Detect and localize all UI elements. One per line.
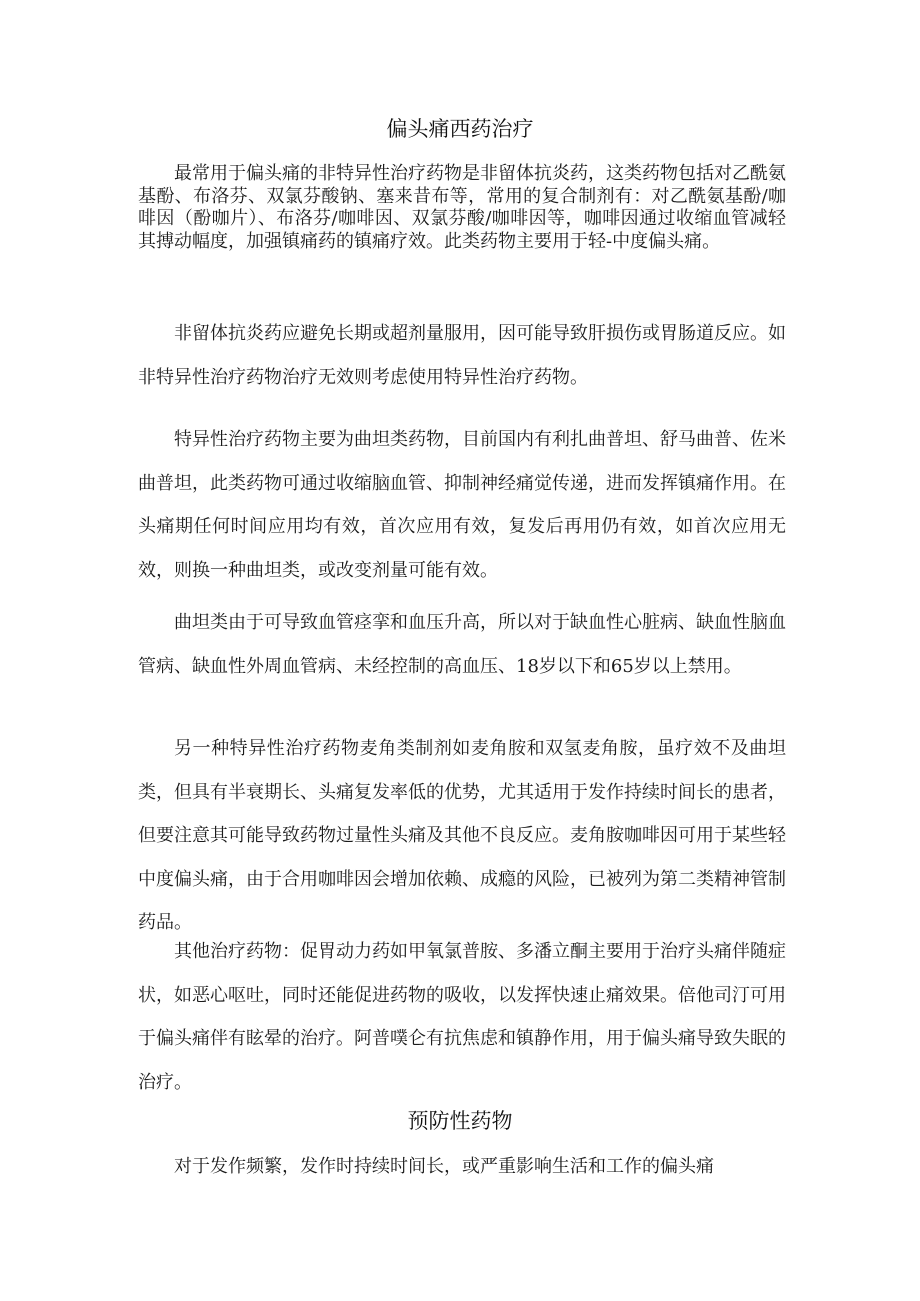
section-heading: 预防性药物 bbox=[407, 1109, 513, 1133]
paragraph-1: 最常用于偏头痛的非特异性治疗药物是非留体抗炎药，这类药物包括对乙酰氨基酚、布洛芬、双氯芬酸钠、塞来昔布等，常用的复合制剂有：对乙酰氨基酚/咖啡因（酚咖片）、布洛芬/咖啡因、双氯芬酸/咖啡因等，咖啡因通过收缩血管减轻其搏动幅度，加强镇痛药的镇痛疗效。此类药物主要用于轻-中度偏头痛。 bbox=[138, 163, 786, 252]
paragraph-2: 非留体抗炎药应避免长期或超剂量服用，因可能导致肝损伤或胃肠道反应。如非特异性治疗药物治疗无效则考虑使用特异性治疗药物。 bbox=[138, 323, 786, 388]
paragraph-4: 曲坦类由于可导致血管痉挛和血压升高，所以对于缺血性心脏病、缺血性脑血管病、缺血性外周血管病、未经控制的高血压、18岁以下和65岁以上禁用。 bbox=[138, 612, 786, 677]
paragraph-3: 特异性治疗药物主要为曲坦类药物，目前国内有利扎曲普坦、舒马曲普、佐米曲普坦，此类药物可通过收缩脑血管、抑制神经痛觉传递，进而发挥镇痛作用。在头痛期任何时间应用均有效，首次应用有效，复发后再用仍有效，如首次应用无效，则换一种曲坦类，或改变剂量可能有效。 bbox=[138, 429, 786, 581]
paragraph-6: 其他治疗药物：促胃动力药如甲氧氯普胺、多潘立酮主要用于治疗头痛伴随症状，如恶心呕吐，同时还能促进药物的吸收，以发挥快速止痛效果。倍他司汀可用于偏头痛伴有眩晕的治疗。阿普噗仑有抗焦虑和镇静作用，用于偏头痛导致失眠的治疗。 bbox=[138, 941, 786, 1093]
paragraph-5: 另一种特异性治疗药物麦角类制剂如麦角胺和双氢麦角胺，虽疗效不及曲坦类，但具有半衰期长、头痛复发率低的优势，尤其适用于发作持续时间长的患者，但要注意其可能导致药物过量性头痛及其他不良反应。麦角胺咖啡因可用于某些轻中度偏头痛，由于合用咖啡因会增加依赖、成瘾的风险，已被列为第二类精神管制药品。 bbox=[138, 738, 786, 933]
document-title: 偏头痛西药治疗 bbox=[386, 117, 534, 141]
paragraph-7: 对于发作频繁，发作时持续时间长，或严重影响生活和工作的偏头痛 bbox=[174, 1156, 714, 1177]
